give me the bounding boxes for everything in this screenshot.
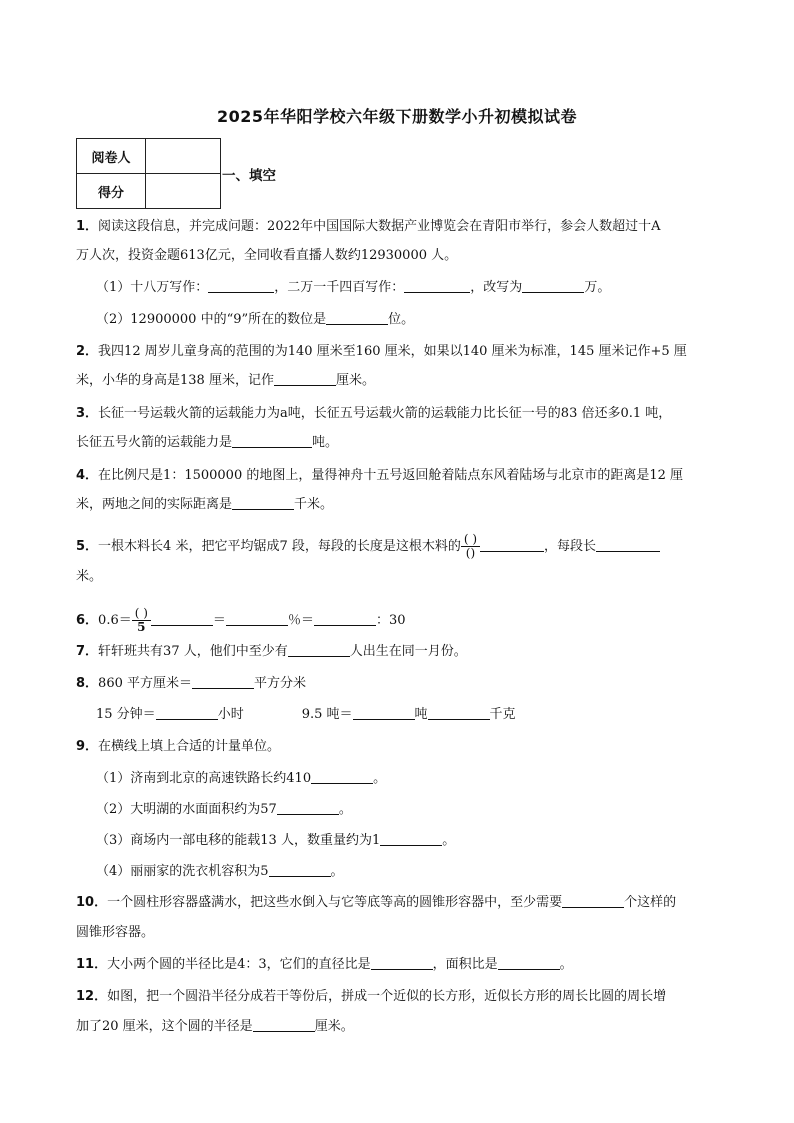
question-text: 在比例尺是1：1500000 的地图上，量得神舟十五号返回舱着陆点东风着陆场与北京市的距离是12 厘 bbox=[98, 468, 684, 483]
question-text: 长征一号运载火箭的运载能力为a吨，长征五号运载火箭的运载能力比长征一号的83 倍还多0.1 吨， bbox=[98, 406, 672, 421]
question-text: 15 分钟＝ bbox=[96, 707, 156, 722]
question-9-item bbox=[96, 863, 344, 881]
sub-text: 。 bbox=[373, 771, 387, 786]
question-text: 加了20 厘米，这个圆的半径是 bbox=[76, 1019, 253, 1034]
question-9-item bbox=[96, 801, 352, 819]
question-text: 千米。 bbox=[294, 497, 334, 512]
question-text: 厘米。 bbox=[335, 373, 375, 388]
question-2 bbox=[76, 343, 687, 361]
question-text: 平方分米 bbox=[254, 676, 307, 691]
fraction bbox=[461, 533, 480, 560]
answer-blank[interactable] bbox=[156, 706, 218, 720]
answer-blank[interactable] bbox=[498, 956, 560, 970]
question-6 bbox=[76, 607, 406, 634]
question-7 bbox=[76, 643, 467, 661]
sub-text: （2）大明湖的水面面积约为57 bbox=[96, 802, 277, 817]
answer-blank[interactable] bbox=[151, 612, 213, 626]
question-text: 9.5 吨＝ bbox=[301, 707, 353, 722]
question-text: 厘米。 bbox=[314, 1019, 354, 1034]
sub-text: ，改写为 bbox=[470, 280, 523, 295]
answer-blank[interactable] bbox=[192, 675, 254, 689]
answer-blank[interactable] bbox=[274, 372, 336, 386]
answer-blank[interactable] bbox=[562, 894, 624, 908]
answer-blank[interactable] bbox=[404, 279, 470, 293]
answer-blank[interactable] bbox=[226, 612, 288, 626]
question-text: ＝ bbox=[212, 613, 226, 628]
question-text: 一根木料长4 米，把它平均锯成7 段，每段的长度是这根木料的 bbox=[98, 539, 461, 554]
answer-blank[interactable] bbox=[277, 801, 339, 815]
question-12 bbox=[76, 988, 666, 1006]
sub-text: 。 bbox=[330, 864, 344, 879]
question-text: 0.6＝ bbox=[98, 613, 132, 628]
question-number: 5． bbox=[76, 539, 99, 554]
question-5 bbox=[76, 533, 660, 560]
fraction-denominator: 5 bbox=[137, 620, 146, 634]
question-number: 12． bbox=[76, 989, 108, 1004]
question-12-line2 bbox=[76, 1018, 354, 1036]
question-text: 米，小华的身高是138 厘米，记作 bbox=[76, 373, 274, 388]
question-number: 11． bbox=[76, 957, 108, 972]
answer-blank[interactable] bbox=[596, 538, 660, 552]
answer-blank[interactable] bbox=[269, 863, 331, 877]
question-1 bbox=[76, 218, 661, 236]
question-number: 6． bbox=[76, 613, 99, 628]
question-text: 如图，把一个圆沿半径分成若干等份后，拼成一个近似的长方形，近似长方形的周长比圆的周长增 bbox=[107, 989, 667, 1004]
question-number: 1． bbox=[76, 219, 99, 234]
question-10-line2: 圆锥形容器。 bbox=[76, 925, 155, 940]
question-9-item bbox=[96, 832, 455, 850]
answer-blank[interactable] bbox=[353, 706, 415, 720]
grader-table bbox=[76, 138, 221, 209]
sub-text: （3）商场内一部电移的能载13 人，数重量约为1 bbox=[96, 833, 381, 848]
question-text: 轩轩班共有37 人，他们中至少有 bbox=[98, 644, 288, 659]
sub-text: （1）济南到北京的高速铁路长约410 bbox=[96, 771, 312, 786]
section-title: 一、填空 bbox=[222, 168, 276, 184]
sub-text: 。 bbox=[338, 802, 352, 817]
sub-text: 位。 bbox=[388, 312, 415, 327]
question-number: 9． bbox=[76, 739, 99, 754]
answer-blank[interactable] bbox=[208, 279, 274, 293]
question-text: 。 bbox=[559, 957, 573, 972]
question-number: 7． bbox=[76, 644, 99, 659]
question-8-line2 bbox=[96, 706, 516, 724]
question-text: 一个圆柱形容器盛满水，把这些水倒入与它等底等高的圆锥形容器中，至少需要 bbox=[107, 895, 563, 910]
question-text: ：30 bbox=[375, 613, 406, 628]
reviewer-label: 阅卷人 bbox=[77, 139, 146, 174]
answer-blank[interactable] bbox=[288, 643, 350, 657]
sub-text: ，二万一千四百写作： bbox=[274, 280, 405, 295]
question-text: 米，两地之间的实际距离是 bbox=[76, 497, 233, 512]
question-number: 8． bbox=[76, 676, 99, 691]
question-text: 阅读这段信息，并完成问题：2022年中国国际大数据产业博览会在青阳市举行，参会人数超过十A bbox=[98, 219, 661, 234]
fraction bbox=[132, 607, 151, 634]
question-4-line2 bbox=[76, 496, 333, 514]
question-number: 3． bbox=[76, 406, 99, 421]
answer-blank[interactable] bbox=[253, 1018, 315, 1032]
question-number: 2． bbox=[76, 344, 99, 359]
answer-blank[interactable] bbox=[311, 770, 373, 784]
answer-blank[interactable] bbox=[232, 496, 294, 510]
sub-text: 万。 bbox=[584, 280, 611, 295]
question-text: 860 平方厘米＝ bbox=[98, 676, 192, 691]
question-text: 小时 bbox=[217, 707, 244, 722]
answer-blank[interactable] bbox=[522, 279, 584, 293]
question-8 bbox=[76, 675, 306, 693]
score-label: 得分 bbox=[77, 174, 146, 209]
fraction-numerator[interactable]: ( ) bbox=[461, 533, 480, 547]
score-field[interactable] bbox=[146, 174, 221, 209]
fraction-numerator[interactable]: ( ) bbox=[132, 607, 151, 621]
question-3-line2 bbox=[76, 434, 338, 452]
question-2-line2 bbox=[76, 372, 375, 390]
answer-blank[interactable] bbox=[428, 706, 490, 720]
question-1-line2: 万人次，投资金题613亿元，全同收看直播人数约12930000 人。 bbox=[76, 248, 458, 263]
question-text: ，每段长 bbox=[544, 539, 597, 554]
reviewer-field[interactable] bbox=[146, 139, 221, 174]
question-text: 长征五号火箭的运载能力是 bbox=[76, 435, 233, 450]
question-number: 4． bbox=[76, 468, 99, 483]
question-5-line2: 米。 bbox=[76, 569, 103, 584]
question-10 bbox=[76, 894, 676, 912]
question-text: ％＝ bbox=[287, 613, 314, 628]
question-text: 千克 bbox=[489, 707, 516, 722]
question-text: 人出生在同一月份。 bbox=[349, 644, 467, 659]
question-4 bbox=[76, 467, 683, 485]
sub-text: （2）12900000 中的“9”所在的数位是 bbox=[96, 312, 327, 327]
question-text: 在横线上填上合适的计量单位。 bbox=[98, 739, 281, 754]
sub-text: （4）丽丽家的洗衣机容积为5 bbox=[96, 864, 269, 879]
question-text: 个这样的 bbox=[624, 895, 677, 910]
answer-blank[interactable] bbox=[232, 434, 312, 448]
question-text: 吨 bbox=[414, 707, 428, 722]
question-text: 我四12 周岁儿童身高的范围的为140 厘米至160 厘米，如果以140 厘米为标准，145 厘米记作+5 厘 bbox=[98, 344, 687, 359]
question-1-sub1 bbox=[96, 279, 610, 297]
question-9 bbox=[76, 738, 280, 756]
answer-blank[interactable] bbox=[371, 956, 433, 970]
question-3 bbox=[76, 405, 671, 423]
question-1-sub2 bbox=[96, 311, 414, 329]
question-number: 10． bbox=[76, 895, 108, 910]
question-9-item bbox=[96, 770, 386, 788]
answer-blank[interactable] bbox=[326, 311, 388, 325]
answer-blank[interactable] bbox=[314, 612, 376, 626]
question-11 bbox=[76, 956, 573, 974]
sub-text: 。 bbox=[442, 833, 456, 848]
answer-blank[interactable] bbox=[380, 832, 442, 846]
exam-title: 2025年华阳学校六年级下册数学小升初模拟试卷 bbox=[216, 107, 578, 126]
fraction-denominator[interactable]: () bbox=[465, 546, 476, 560]
question-text: 吨。 bbox=[312, 435, 339, 450]
sub-text: （1）十八万写作： bbox=[96, 280, 209, 295]
question-text: ，面积比是 bbox=[432, 957, 498, 972]
answer-blank[interactable] bbox=[480, 538, 544, 552]
question-text: 大小两个圆的半径比是4：3，它们的直径比是 bbox=[107, 957, 371, 972]
